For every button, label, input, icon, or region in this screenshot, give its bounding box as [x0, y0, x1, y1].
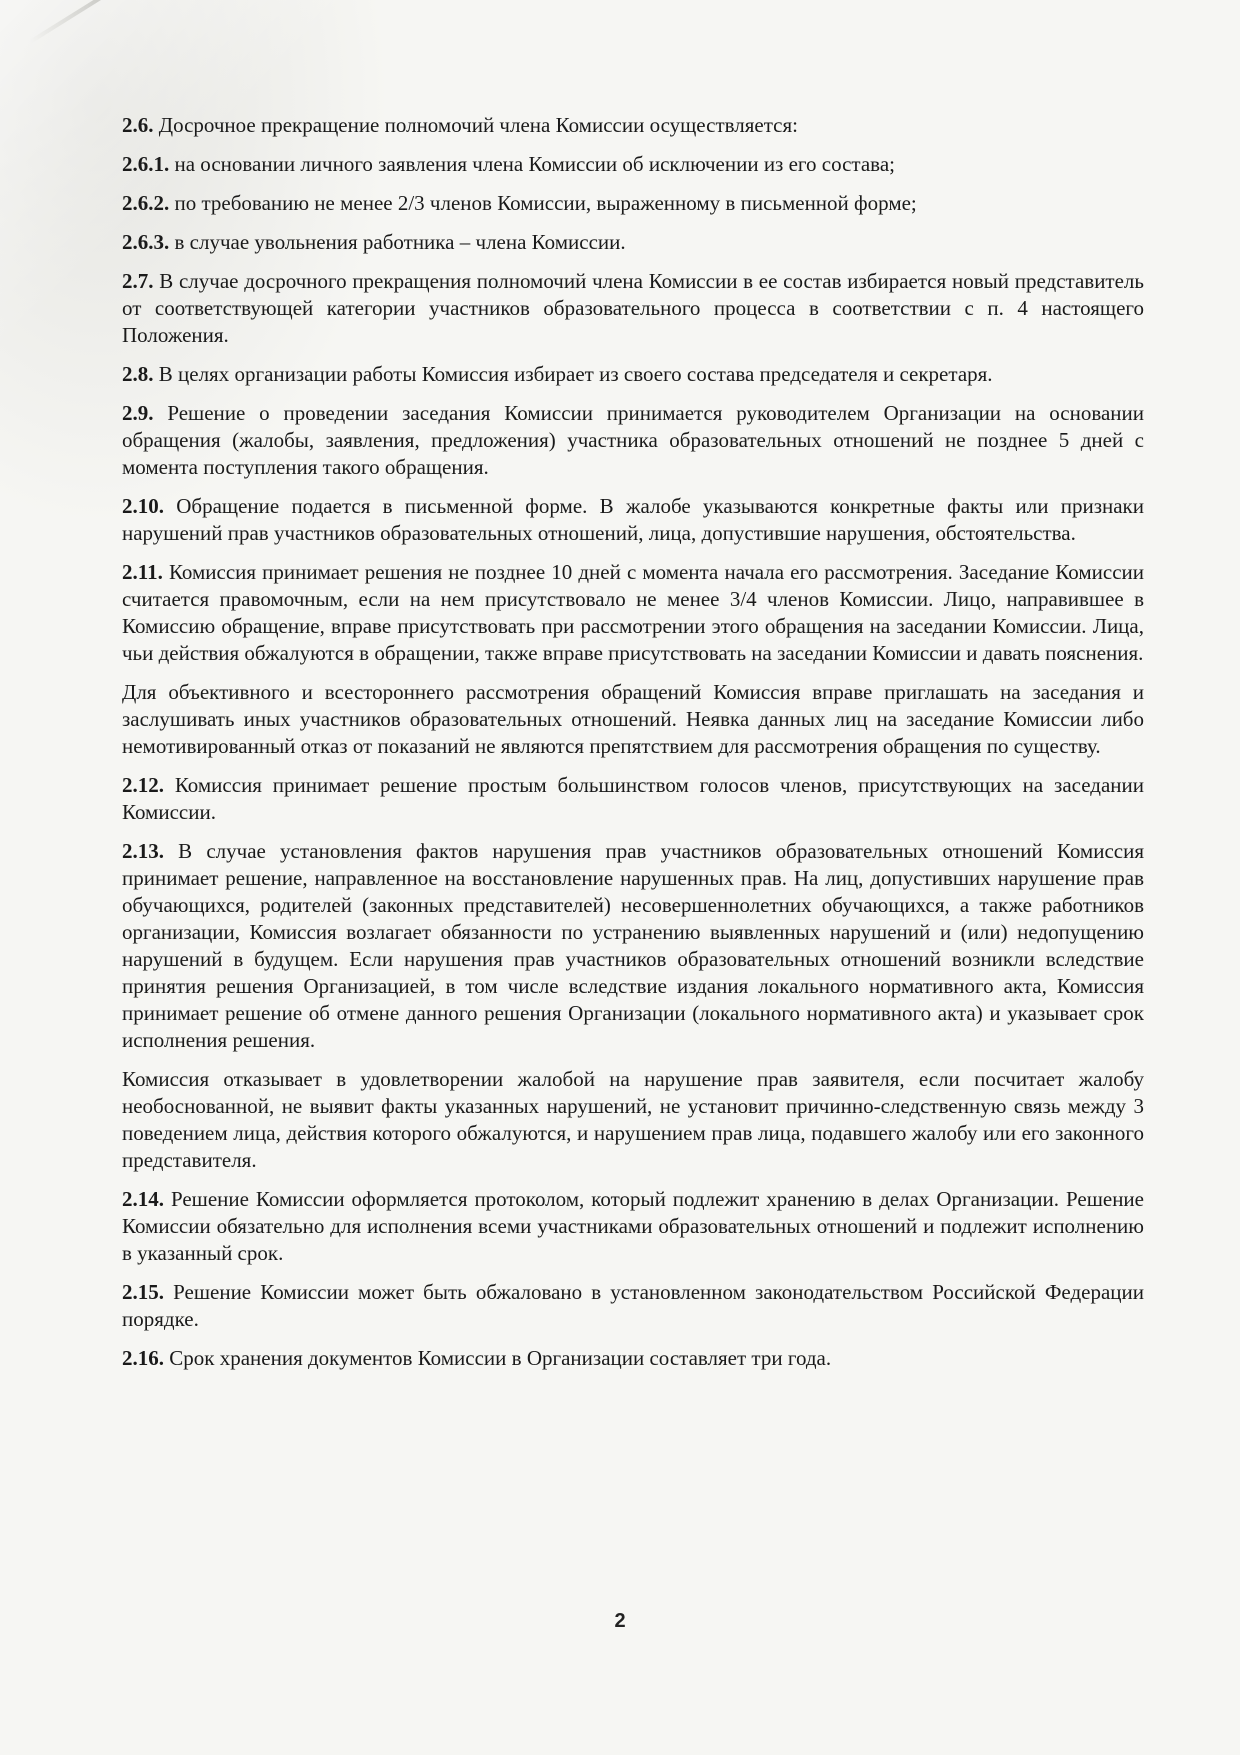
paragraph-text: по требованию не менее 2/3 членов Комиссии, выраженному в письменной форме;	[169, 191, 917, 215]
paragraph-2-11-continued	[122, 679, 1144, 760]
paragraph-number: 2.15.	[122, 1280, 164, 1304]
paragraph-number: 2.16.	[122, 1346, 164, 1370]
paragraph-2-14	[122, 1186, 1144, 1267]
paragraph-2-13-continued	[122, 1066, 1144, 1174]
paragraph-number: 2.6.2.	[122, 191, 170, 215]
paragraph-number: 2.6.1.	[122, 152, 170, 176]
paragraph-2-6-2	[122, 190, 1144, 217]
paragraph-number: 2.13.	[122, 839, 164, 863]
paragraph-number: 2.7.	[122, 269, 154, 293]
paragraph-2-7	[122, 268, 1144, 349]
paragraph-2-13	[122, 838, 1144, 1054]
paragraph-2-16	[122, 1345, 1144, 1372]
paragraph-number: 2.11.	[122, 560, 163, 584]
paragraph-text: В случае установления фактов нарушения прав участников образовательных отношений Комиссия принимает решение, направленное на восстановление нарушенных прав. На лиц, допустивших нарушение прав обучающихся, родителей (законных представителей) несовершеннолетних обучающихся, а также работников организации, Комиссия возлагает обязанности по устранению выявленных нарушений и (или) недопущению нарушений в будущем. Если нарушения прав участников образовательных отношений возникли вследствие принятия решения Организацией, в том числе вследствие издания локального нормативного акта, Комиссия принимает решение об отмене данного решения Организации (локального нормативного акта) и указывает срок исполнения решения.	[122, 839, 1144, 1052]
paragraph-number: 2.14.	[122, 1187, 164, 1211]
paragraph-2-9	[122, 400, 1144, 481]
paragraph-text: в случае увольнения работника – члена Комиссии.	[169, 230, 626, 254]
paragraph-text: Досрочное прекращение полномочий члена Комиссии осуществляется:	[153, 113, 798, 137]
paragraph-text: Решение о проведении заседания Комиссии принимается руководителем Организации на основании обращения (жалобы, заявления, предложения) участника образовательных отношений не позднее 5 дней с момента поступления такого обращения.	[122, 401, 1144, 479]
paragraph-2-6-3	[122, 229, 1144, 256]
paragraph-number: 2.6.	[122, 113, 154, 137]
paragraph-number: 2.6.3.	[122, 230, 170, 254]
paragraph-text: Для объективного и всестороннего рассмотрения обращений Комиссия вправе приглашать на заседания и заслушивать иных участников образовательных отношений. Неявка данных лиц на заседание Комиссии либо немотивированный отказ от показаний не являются препятствием для рассмотрения обращения по существу.	[122, 680, 1144, 758]
paragraph-text: Решение Комиссии может быть обжаловано в установленном законодательством Российской Федерации порядке.	[122, 1280, 1144, 1331]
paragraph-2-15	[122, 1279, 1144, 1333]
paragraph-text: Решение Комиссии оформляется протоколом, который подлежит хранению в делах Организации. Решение Комиссии обязательно для исполнения всеми участниками образовательных отношений и подлежит исполнению в указанный срок.	[122, 1187, 1144, 1265]
paragraph-text: Комиссия отказывает в удовлетворении жалобой на нарушение прав заявителя, если посчитает жалобу необоснованной, не выявит факты указанных нарушений, не установит причинно-следственную связь между 3 поведением лица, действия которого обжалуются, и нарушением прав лица, подавшего жалобу или его законного представителя.	[122, 1067, 1144, 1172]
paragraph-text: Обращение подается в письменной форме. В жалобе указываются конкретные факты или признаки нарушений прав участников образовательных отношений, лица, допустившие нарушения, обстоятельства.	[122, 494, 1144, 545]
paragraph-2-6	[122, 112, 1144, 139]
paragraph-text: Срок хранения документов Комиссии в Организации составляет три года.	[164, 1346, 832, 1370]
paragraph-2-8	[122, 361, 1144, 388]
paragraph-number: 2.10.	[122, 494, 164, 518]
paragraph-text: Комиссия принимает решение простым большинством голосов членов, присутствующих на заседании Комиссии.	[122, 773, 1144, 824]
page-number: 2	[614, 1610, 626, 1632]
paragraph-text: Комиссия принимает решения не позднее 10 дней с момента начала его рассмотрения. Заседание Комиссии считается правомочным, если на нем присутствовало не менее 3/4 членов Комиссии. Лицо, направившее в Комиссию обращение, вправе присутствовать при рассмотрении этого обращения на заседании Комиссии. Лица, чьи действия обжалуются в обращении, также вправе присутствовать на заседании Комиссии и давать пояснения.	[122, 560, 1144, 665]
paragraph-number: 2.9.	[122, 401, 154, 425]
paragraph-text: на основании личного заявления члена Комиссии об исключении из его состава;	[169, 152, 895, 176]
document-body	[122, 112, 1144, 1384]
paragraph-text: В случае досрочного прекращения полномочий члена Комиссии в ее состав избирается новый представитель от соответствующей категории участников образовательного процесса в соответствии с п. 4 настоящего Положения.	[122, 269, 1144, 347]
paragraph-number: 2.12.	[122, 773, 164, 797]
paragraph-2-10	[122, 493, 1144, 547]
paragraph-number: 2.8.	[122, 362, 154, 386]
paper-fold-mark	[29, 0, 167, 44]
paragraph-text: В целях организации работы Комиссия избирает из своего состава председателя и секретаря.	[153, 362, 993, 386]
paragraph-2-6-1	[122, 151, 1144, 178]
paragraph-2-11	[122, 559, 1144, 667]
paragraph-2-12	[122, 772, 1144, 826]
